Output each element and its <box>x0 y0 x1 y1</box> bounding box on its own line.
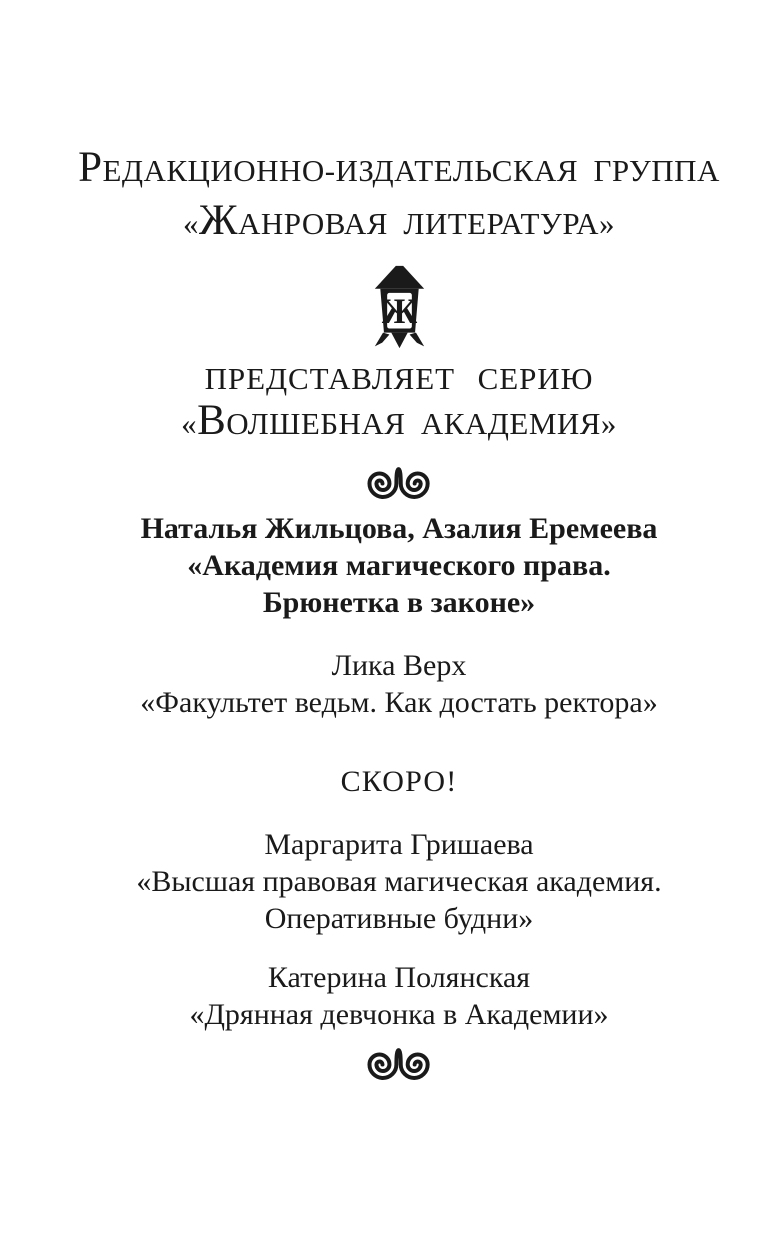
book-title-line: «Дрянная девчонка в Академии» <box>189 998 609 1031</box>
book-author: Лика Верх <box>331 649 467 682</box>
coming-soon-label: СКОРО! <box>340 765 458 798</box>
lantern-roof <box>374 266 423 289</box>
masthead-line2-text: АНРОВАЯ ЛИТЕРАТУРА» <box>238 206 615 241</box>
lantern-right-foot <box>409 333 424 347</box>
masthead-line-1 <box>30 146 768 199</box>
lantern-letter: Ж <box>381 291 417 332</box>
masthead-line1-text: ЕДАКЦИОННО-ИЗДАТЕЛЬСКАЯ ГРУППА <box>102 153 720 188</box>
masthead-line-2 <box>30 199 768 252</box>
book-title-line: «Факультет ведьм. Как достать ректора» <box>140 686 658 719</box>
series-title-initial: В <box>197 397 227 444</box>
double-spiral-ornament-top <box>366 466 432 501</box>
book-author: Катерина Полянская <box>267 961 531 994</box>
book-title-line: «Академия магического права. <box>187 549 611 582</box>
masthead-line1-initial: Р <box>78 144 103 191</box>
book-entry <box>30 647 768 721</box>
series-title-text: ОЛШЕБНАЯ АКАДЕМИЯ» <box>226 406 617 441</box>
masthead-line2-open-quote: « <box>183 206 200 241</box>
presents-line: ПРЕДСТАВЛЯЕТ СЕРИЮ <box>204 361 594 396</box>
double-spiral-path <box>369 1050 427 1078</box>
book-title-line: «Высшая правовая магическая академия. <box>136 865 662 898</box>
series-title-open-quote: « <box>181 406 198 441</box>
book-author: Наталья Жильцова, Азалия Еремеева <box>140 512 658 545</box>
lantern-left-foot <box>374 333 389 347</box>
lantern-logo-icon <box>372 265 427 350</box>
book-title-line: Брюнетка в законе» <box>262 586 536 619</box>
lantern-finial <box>391 333 407 349</box>
double-spiral-ornament-bottom <box>366 1047 432 1082</box>
book-entry <box>30 510 768 621</box>
book-title-line: Оперативные будни» <box>264 902 534 935</box>
series-title <box>30 399 768 451</box>
book-author: Маргарита Гришаева <box>264 828 534 861</box>
book-entry <box>30 826 768 937</box>
masthead-line2-initial: Ж <box>199 197 239 244</box>
book-entry <box>30 959 768 1033</box>
double-spiral-path <box>369 469 427 497</box>
publisher-masthead <box>30 146 768 252</box>
